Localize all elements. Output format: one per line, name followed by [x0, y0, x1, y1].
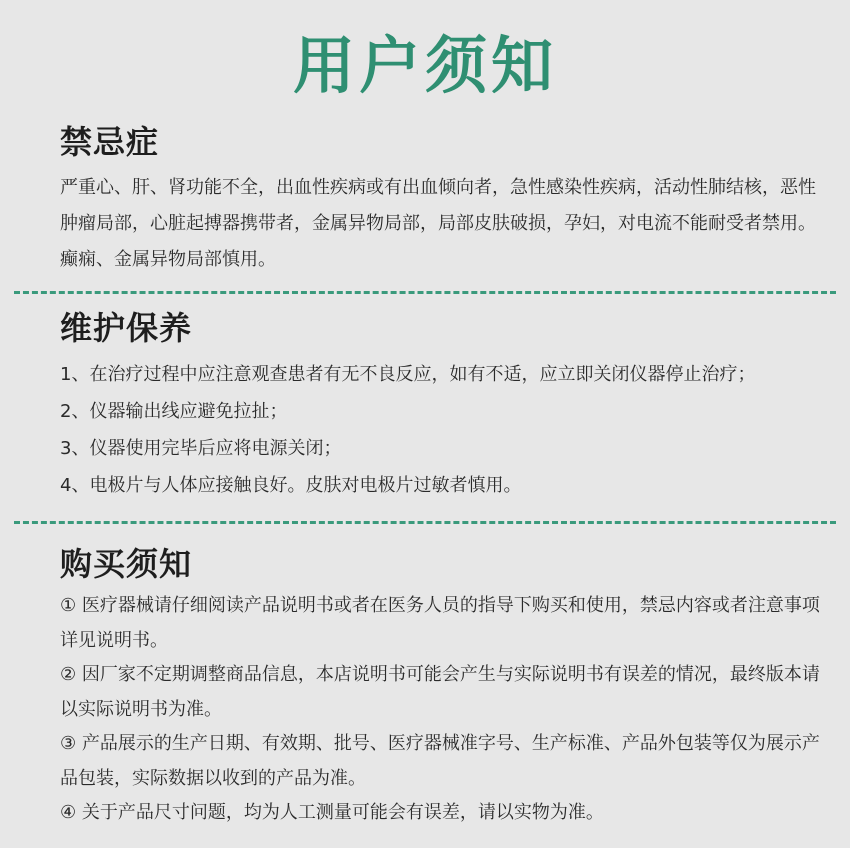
maintenance-item: 1、在治疗过程中应注意观查患者有无不良反应，如有不适，应立即关闭仪器停止治疗； [60, 364, 756, 385]
purchase-item: ③ 产品展示的生产日期、有效期、批号、医疗器械准字号、生产标准、产品外包装等仅为展示产品包装，实际数据以收到的产品为准。 [60, 733, 820, 789]
maintenance-heading: 维护保养 [60, 309, 193, 347]
purchase-item: ① 医疗器械请仔细阅读产品说明书或者在医务人员的指导下购买和使用，禁忌内容或者注意事项详见说明书。 [60, 595, 820, 651]
section-divider [14, 521, 836, 524]
maintenance-item: 2、仪器输出线应避免拉扯； [60, 401, 288, 422]
section-divider [14, 291, 836, 294]
contraindications-section [60, 122, 820, 278]
purchase-item: ② 因厂家不定期调整商品信息，本店说明书可能会产生与实际说明书有误差的情况，最终版本请以实际说明书为准。 [60, 664, 820, 720]
page-title: 用户须知 [292, 29, 557, 102]
contraindications-heading: 禁忌症 [60, 123, 160, 161]
contraindications-text: 严重心、肝、肾功能不全，出血性疾病或有出血倾向者，急性感染性疾病，活动性肺结核，恶性肿瘤局部，心脏起搏器携带者，金属异物局部，局部皮肤破损，孕妇，对电流不能耐受者禁用。癫痫、金属异物局部慎用。 [60, 177, 816, 270]
maintenance-list [60, 356, 820, 504]
maintenance-item: 3、仪器使用完毕后应将电源关闭； [60, 438, 342, 459]
purchase-section [60, 544, 820, 831]
purchase-item: ④ 关于产品尺寸问题，均为人工测量可能会有误差，请以实物为准。 [60, 802, 604, 823]
purchase-heading: 购买须知 [60, 545, 193, 583]
purchase-list [60, 589, 820, 831]
maintenance-section [60, 308, 820, 504]
maintenance-item: 4、电极片与人体应接触良好。皮肤对电极片过敏者慎用。 [60, 475, 522, 496]
